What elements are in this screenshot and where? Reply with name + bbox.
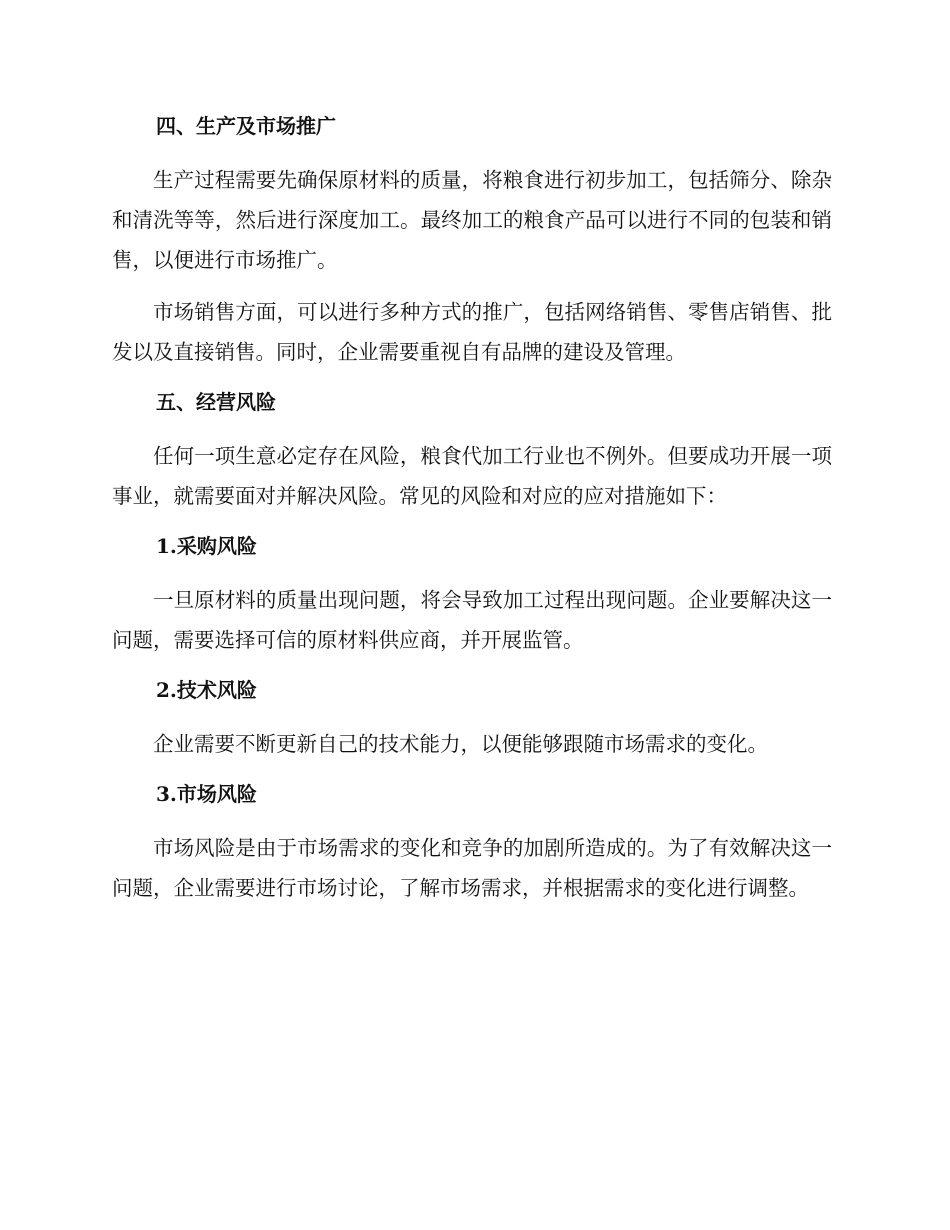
paragraph-market-sales: 市场销售方面，可以进行多种方式的推广，包括网络销售、零售店销售、批发以及直接销售。同时，企业需要重视自有品牌的建设及管理。 [112, 300, 832, 364]
section-heading-market-risk: 3.市场风险 [156, 782, 257, 806]
paragraph-technical-risk: 企业需要不断更新自己的技术能力，以便能够跟随市场需求的变化。 [153, 732, 768, 756]
section-heading-production-marketing: 四、生产及市场推广 [156, 114, 336, 138]
paragraph-procurement-risk: 一旦原材料的质量出现问题，将会导致加工过程出现问题。企业要解决这一问题，需要选择可信的原材料供应商，并开展监管。 [112, 588, 832, 652]
section-heading-procurement-risk: 1.采购风险 [156, 534, 257, 558]
section-heading-business-risk: 五、经营风险 [156, 390, 276, 414]
document-page [112, 108, 832, 920]
paragraph-risk-intro: 任何一项生意必定存在风险，粮食代加工行业也不例外。但要成功开展一项事业，就需要面对并解决风险。常见的风险和对应的应对措施如下： [112, 444, 832, 508]
paragraph-market-risk: 市场风险是由于市场需求的变化和竞争的加剧所造成的。为了有效解决这一问题，企业需要进行市场讨论，了解市场需求，并根据需求的变化进行调整。 [112, 836, 832, 900]
section-heading-technical-risk: 2.技术风险 [156, 678, 257, 702]
paragraph-production-process: 生产过程需要先确保原材料的质量，将粮食进行初步加工，包括筛分、除杂和清洗等等，然后进行深度加工。最终加工的粮食产品可以进行不同的包装和销售，以便进行市场推广。 [112, 168, 832, 272]
